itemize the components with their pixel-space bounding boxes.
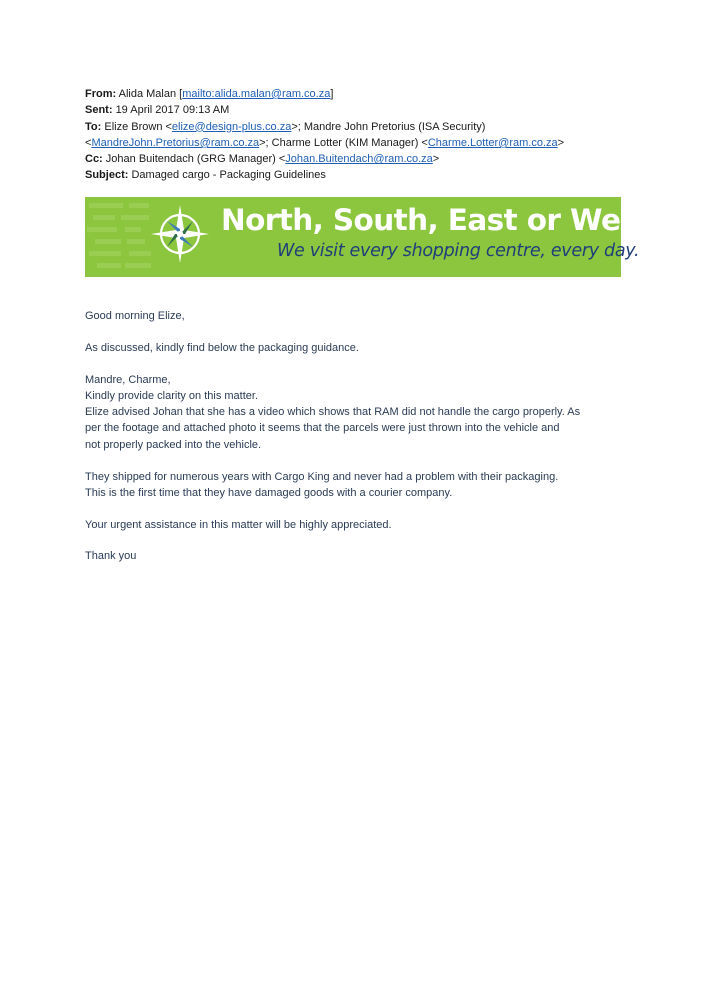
body-line: not properly packed into the vehicle. — [85, 438, 262, 451]
to-label: To: — [85, 120, 102, 133]
closing: Thank you — [85, 550, 137, 563]
cc-label: Cc: — [85, 153, 103, 166]
to-bracket-open: < — [85, 136, 92, 149]
to-bracket-close: > — [557, 136, 565, 149]
cc-email-link[interactable]: Johan.Buitendach@ram.co.za — [285, 153, 433, 166]
to-recipient-3: >; Charme Lotter (KIM Manager) < — [259, 136, 428, 149]
greeting: Good morning Elize, — [85, 310, 185, 322]
sent-value: 19 April 2017 09:13 AM — [115, 104, 230, 117]
body-line: Elize advised Johan that she has a video which shows that RAM did not handle the cargo properly. As — [85, 406, 581, 419]
body-line: Mandre, Charme, — [85, 373, 171, 386]
to-line-continued — [85, 135, 625, 151]
body-line: per the footage and attached photo it seems that the parcels were just thrown into the vehicle and — [85, 422, 560, 435]
to-recipient-2: >; Mandre John Pretorius (ISA Security) — [291, 120, 486, 133]
to-line — [85, 119, 625, 135]
paragraph-packaging-guidance: As discussed, kindly find below the packaging guidance. — [85, 341, 359, 354]
subject-label: Subject: — [85, 169, 129, 182]
from-label: From: — [85, 88, 117, 100]
email-body — [85, 308, 625, 580]
cc-line — [85, 151, 625, 167]
body-line: This is the first time that they have damaged goods with a courier company. — [85, 486, 453, 499]
to-email-link-2[interactable]: MandreJohn.Pretorius@ram.co.za — [91, 136, 260, 149]
body-line: Kindly provide clarity on this matter. — [85, 389, 259, 402]
from-bracket: ] — [330, 88, 334, 100]
from-name: Alida Malan [ — [118, 88, 183, 100]
subject-line — [85, 167, 625, 183]
sent-line — [85, 102, 625, 118]
sent-label: Sent: — [85, 104, 113, 117]
body-line: They shipped for numerous years with Cargo King and never had a problem with their packaging. — [85, 470, 559, 483]
to-email-link-3[interactable]: Charme.Lotter@ram.co.za — [427, 136, 558, 149]
subject-value: Damaged cargo - Packaging Guidelines — [131, 169, 326, 182]
banner-title: North, South, East or Westga — [221, 203, 691, 237]
paragraph-request — [85, 372, 625, 453]
compass-icon — [149, 203, 211, 265]
to-email-link-1[interactable]: elize@design-plus.co.za — [171, 120, 292, 133]
cc-bracket-close: > — [432, 153, 440, 166]
to-recipient-1: Elize Brown < — [104, 120, 172, 133]
banner-image — [85, 197, 691, 277]
email-headers — [85, 86, 625, 184]
cc-recipient: Johan Buitendach (GRG Manager) < — [105, 153, 286, 166]
paragraph-history — [85, 469, 625, 502]
from-email-link[interactable]: mailto:alida.malan@ram.co.za — [182, 88, 331, 100]
banner-tagline: We visit every shopping centre, every day. — [277, 241, 640, 261]
paragraph-urgent: Your urgent assistance in this matter will be highly appreciated. — [85, 518, 392, 531]
from-line — [85, 86, 625, 102]
